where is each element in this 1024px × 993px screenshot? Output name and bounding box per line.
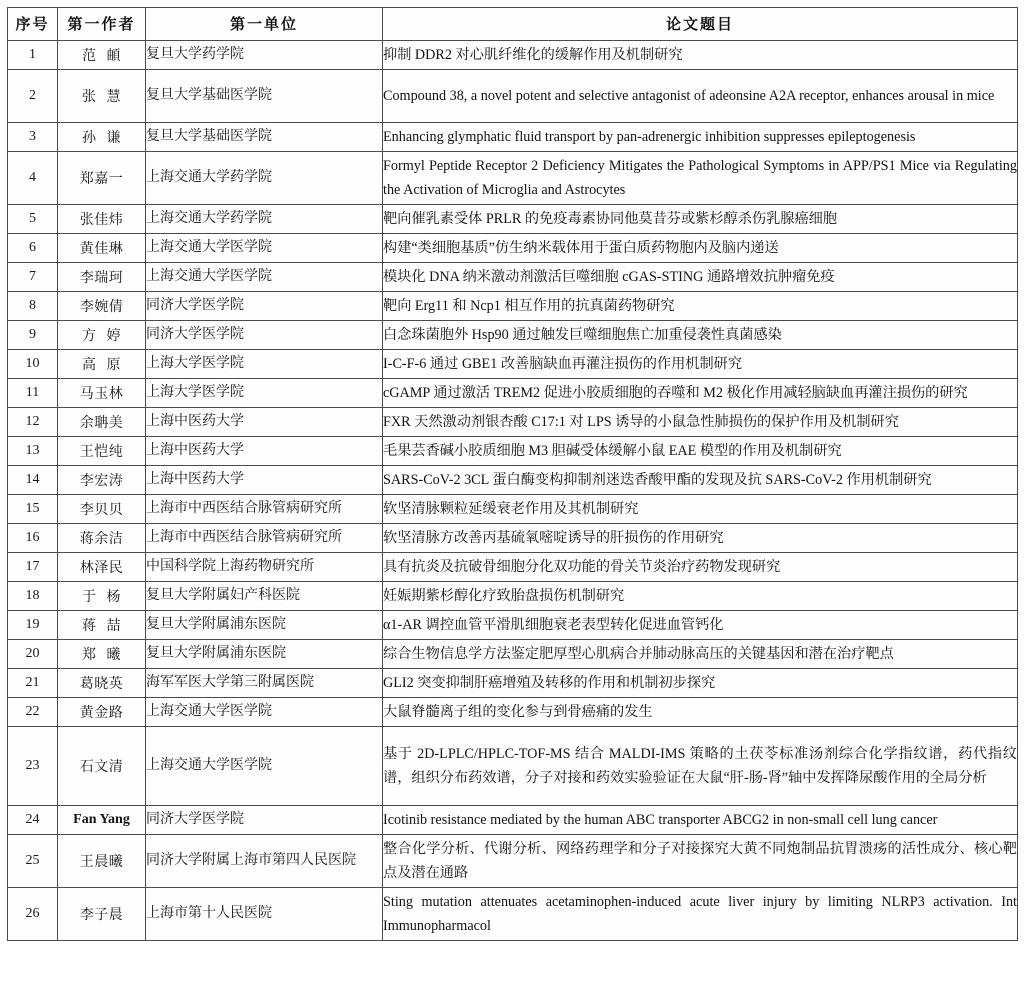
table-row	[8, 70, 1018, 123]
table-row	[8, 408, 1018, 437]
cell-index: 1	[8, 41, 58, 70]
cell-index: 15	[8, 495, 58, 524]
cell-first-unit: 上海中医药大学	[146, 437, 383, 466]
cell-paper-title: 综合生物信息学方法鉴定肥厚型心肌病合并肺动脉高压的关键基因和潜在治疗靶点	[383, 640, 1018, 669]
table-row	[8, 582, 1018, 611]
cell-paper-title: 具有抗炎及抗破骨细胞分化双功能的骨关节炎治疗药物发现研究	[383, 553, 1018, 582]
table-row	[8, 524, 1018, 553]
cell-first-author: 王晨曦	[58, 835, 146, 888]
cell-paper-title: Formyl Peptide Receptor 2 Deficiency Mitigates the Pathological Symptoms in APP/PS1 Mice via Regulating the Activation of Microglia and Astrocytes	[383, 152, 1018, 205]
cell-paper-title: 抑制 DDR2 对心肌纤维化的缓解作用及机制研究	[383, 41, 1018, 70]
cell-index: 10	[8, 350, 58, 379]
table-row	[8, 669, 1018, 698]
cell-index: 5	[8, 205, 58, 234]
table-body	[8, 41, 1018, 941]
table-row	[8, 123, 1018, 152]
cell-paper-title: FXR 天然激动剂银杏酸 C17:1 对 LPS 诱导的小鼠急性肺损伤的保护作用及机制研究	[383, 408, 1018, 437]
table-row	[8, 640, 1018, 669]
table-row	[8, 379, 1018, 408]
cell-first-author: 李宏涛	[58, 466, 146, 495]
cell-first-unit: 复旦大学附属妇产科医院	[146, 582, 383, 611]
table-row	[8, 698, 1018, 727]
cell-first-unit: 上海交通大学药学院	[146, 205, 383, 234]
column-header-title: 论文题目	[383, 8, 1018, 41]
cell-index: 8	[8, 292, 58, 321]
cell-index: 12	[8, 408, 58, 437]
cell-first-unit: 同济大学医学院	[146, 806, 383, 835]
table-head	[8, 8, 1018, 41]
cell-paper-title: 整合化学分析、代谢分析、网络药理学和分子对接探究大黄不同炮制品抗胃溃疡的活性成分、核心靶点及潜在通路	[383, 835, 1018, 888]
cell-first-author: 林泽民	[58, 553, 146, 582]
cell-first-unit: 上海中医药大学	[146, 408, 383, 437]
cell-paper-title: 软坚清脉方改善丙基硫氧嘧啶诱导的肝损伤的作用研究	[383, 524, 1018, 553]
cell-first-author: 黄金路	[58, 698, 146, 727]
cell-paper-title: 妊娠期紫杉醇化疗致胎盘损伤机制研究	[383, 582, 1018, 611]
table-row	[8, 41, 1018, 70]
cell-first-unit: 上海大学医学院	[146, 350, 383, 379]
cell-paper-title: SARS-CoV-2 3CL 蛋白酶变构抑制剂迷迭香酸甲酯的发现及抗 SARS-CoV-2 作用机制研究	[383, 466, 1018, 495]
cell-first-unit: 上海市中西医结合脉管病研究所	[146, 524, 383, 553]
cell-first-author: 郑 曦	[58, 640, 146, 669]
cell-index: 24	[8, 806, 58, 835]
table-header-row	[8, 8, 1018, 41]
table-row	[8, 292, 1018, 321]
cell-first-author: 李瑞珂	[58, 263, 146, 292]
cell-index: 2	[8, 70, 58, 123]
table-row	[8, 263, 1018, 292]
table-row	[8, 152, 1018, 205]
cell-first-author: 郑嘉一	[58, 152, 146, 205]
table-row	[8, 888, 1018, 941]
cell-paper-title: 模块化 DNA 纳米激动剂激活巨噬细胞 cGAS-STING 通路增效抗肿瘤免疫	[383, 263, 1018, 292]
cell-paper-title: Sting mutation attenuates acetaminophen-induced acute liver injury by limiting NLRP3 activation. Int Immunopharmacol	[383, 888, 1018, 941]
cell-paper-title: 基于 2D-LPLC/HPLC-TOF-MS 结合 MALDI-IMS 策略的土茯苓标准汤剂综合化学指纹谱，药代指纹谱，组织分布药效谱，分子对接和药效实验验证在大鼠“肝-肠-肾”轴中发挥降尿酸作用的全局分析	[383, 727, 1018, 806]
cell-paper-title: Enhancing glymphatic fluid transport by pan-adrenergic inhibition suppresses epileptogenesis	[383, 123, 1018, 152]
cell-first-unit: 上海大学医学院	[146, 379, 383, 408]
table-row	[8, 234, 1018, 263]
table-row	[8, 553, 1018, 582]
table-row	[8, 205, 1018, 234]
cell-index: 26	[8, 888, 58, 941]
cell-paper-title: Compound 38, a novel potent and selective antagonist of adeonsine A2A receptor, enhances arousal in mice	[383, 70, 1018, 123]
cell-first-author: 孙 谦	[58, 123, 146, 152]
cell-index: 18	[8, 582, 58, 611]
cell-index: 21	[8, 669, 58, 698]
cell-index: 25	[8, 835, 58, 888]
cell-index: 22	[8, 698, 58, 727]
cell-first-author: 方 婷	[58, 321, 146, 350]
table-row	[8, 611, 1018, 640]
cell-index: 4	[8, 152, 58, 205]
cell-paper-title: GLI2 突变抑制肝癌增殖及转移的作用和机制初步探究	[383, 669, 1018, 698]
cell-index: 6	[8, 234, 58, 263]
cell-first-author: 王恺纯	[58, 437, 146, 466]
cell-first-unit: 同济大学附属上海市第四人民医院	[146, 835, 383, 888]
cell-paper-title: 白念珠菌胞外 Hsp90 通过触发巨噬细胞焦亡加重侵袭性真菌感染	[383, 321, 1018, 350]
cell-index: 13	[8, 437, 58, 466]
cell-paper-title: α1-AR 调控血管平滑肌细胞衰老表型转化促进血管钙化	[383, 611, 1018, 640]
cell-index: 14	[8, 466, 58, 495]
cell-paper-title: I-C-F-6 通过 GBE1 改善脑缺血再灌注损伤的作用机制研究	[383, 350, 1018, 379]
papers-table	[7, 7, 1018, 941]
table-row	[8, 350, 1018, 379]
cell-first-author: 张 慧	[58, 70, 146, 123]
cell-index: 23	[8, 727, 58, 806]
cell-paper-title: 构建“类细胞基质”仿生纳米载体用于蛋白质药物胞内及脑内递送	[383, 234, 1018, 263]
cell-paper-title: 毛果芸香碱小胶质细胞 M3 胆碱受体缓解小鼠 EAE 模型的作用及机制研究	[383, 437, 1018, 466]
table-row	[8, 437, 1018, 466]
cell-first-unit: 复旦大学药学院	[146, 41, 383, 70]
cell-first-unit: 上海交通大学医学院	[146, 263, 383, 292]
cell-first-unit: 中国科学院上海药物研究所	[146, 553, 383, 582]
cell-first-author: 葛晓英	[58, 669, 146, 698]
cell-first-author: Fan Yang	[58, 806, 146, 835]
cell-first-unit: 上海市中西医结合脉管病研究所	[146, 495, 383, 524]
cell-first-unit: 复旦大学基础医学院	[146, 123, 383, 152]
cell-first-author: 张佳炜	[58, 205, 146, 234]
cell-first-author: 范 頔	[58, 41, 146, 70]
cell-first-unit: 上海交通大学药学院	[146, 152, 383, 205]
column-header-unit: 第一单位	[146, 8, 383, 41]
cell-paper-title: cGAMP 通过激活 TREM2 促进小胶质细胞的吞噬和 M2 极化作用减轻脑缺血再灌注损伤的研究	[383, 379, 1018, 408]
cell-first-unit: 上海交通大学医学院	[146, 234, 383, 263]
cell-index: 3	[8, 123, 58, 152]
cell-first-author: 蒋余洁	[58, 524, 146, 553]
cell-first-unit: 海军军医大学第三附属医院	[146, 669, 383, 698]
cell-index: 9	[8, 321, 58, 350]
cell-index: 17	[8, 553, 58, 582]
cell-first-author: 马玉林	[58, 379, 146, 408]
table-row	[8, 321, 1018, 350]
cell-first-author: 余聃美	[58, 408, 146, 437]
cell-first-unit: 复旦大学附属浦东医院	[146, 640, 383, 669]
cell-index: 7	[8, 263, 58, 292]
cell-first-unit: 复旦大学基础医学院	[146, 70, 383, 123]
table-row	[8, 495, 1018, 524]
cell-paper-title: 软坚清脉颗粒延缓衰老作用及其机制研究	[383, 495, 1018, 524]
cell-first-author: 李子晨	[58, 888, 146, 941]
column-header-index: 序号	[8, 8, 58, 41]
cell-first-unit: 同济大学医学院	[146, 321, 383, 350]
column-header-author: 第一作者	[58, 8, 146, 41]
cell-index: 20	[8, 640, 58, 669]
table-row	[8, 835, 1018, 888]
cell-index: 19	[8, 611, 58, 640]
cell-first-author: 李婉倩	[58, 292, 146, 321]
cell-first-unit: 上海中医药大学	[146, 466, 383, 495]
cell-first-author: 于 杨	[58, 582, 146, 611]
table-row	[8, 466, 1018, 495]
cell-paper-title: 靶向催乳素受体 PRLR 的免疫毒素协同他莫昔芬或紫杉醇杀伤乳腺癌细胞	[383, 205, 1018, 234]
cell-index: 16	[8, 524, 58, 553]
cell-first-author: 高 原	[58, 350, 146, 379]
cell-first-author: 石文清	[58, 727, 146, 806]
cell-first-unit: 复旦大学附属浦东医院	[146, 611, 383, 640]
cell-paper-title: Icotinib resistance mediated by the human ABC transporter ABCG2 in non-small cell lung cancer	[383, 806, 1018, 835]
cell-first-unit: 上海交通大学医学院	[146, 698, 383, 727]
table-row	[8, 727, 1018, 806]
cell-index: 11	[8, 379, 58, 408]
cell-first-author: 蒋 喆	[58, 611, 146, 640]
cell-first-unit: 上海市第十人民医院	[146, 888, 383, 941]
table-row	[8, 806, 1018, 835]
cell-first-unit: 上海交通大学医学院	[146, 727, 383, 806]
cell-paper-title: 大鼠脊髓离子组的变化参与到骨癌痛的发生	[383, 698, 1018, 727]
cell-first-unit: 同济大学医学院	[146, 292, 383, 321]
cell-first-author: 李贝贝	[58, 495, 146, 524]
cell-first-author: 黄佳琳	[58, 234, 146, 263]
cell-paper-title: 靶向 Erg11 和 Ncp1 相互作用的抗真菌药物研究	[383, 292, 1018, 321]
